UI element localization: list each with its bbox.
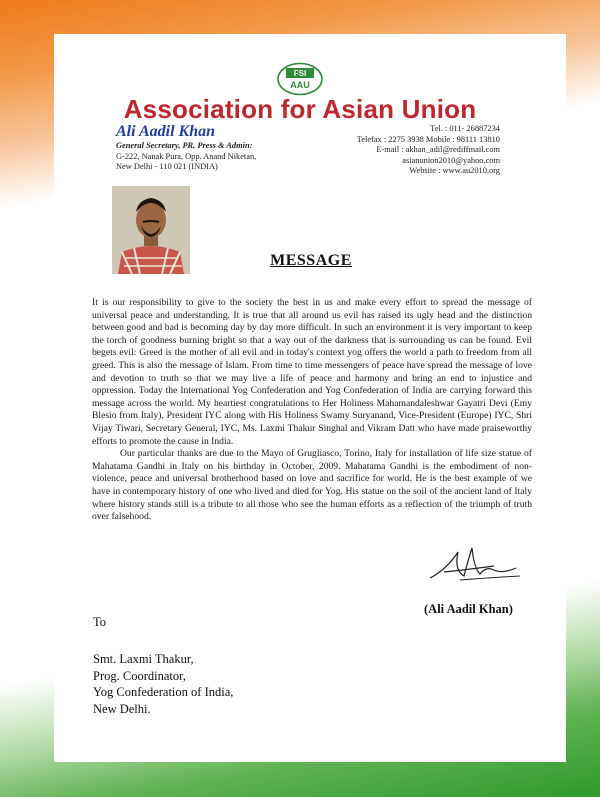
sender-address-line1: G-222, Nanak Pura, Opp. Anand Niketan,: [116, 151, 257, 161]
sender-designation: General Secretary, PR, Press & Admin:: [116, 141, 253, 150]
message-heading: MESSAGE: [270, 252, 352, 269]
handwritten-signature: [424, 540, 524, 588]
recipient-line2: Prog. Coordinator,: [93, 668, 186, 683]
to-label: To: [93, 615, 107, 629]
recipient-line1: Smt. Laxmi Thakur,: [93, 652, 194, 666]
logo-small-text: FSI: [293, 69, 307, 79]
sender-details: [116, 124, 256, 173]
recipient-line4: New Delhi.: [93, 701, 151, 716]
signatory-name: (Ali Aadil Khan): [424, 602, 513, 616]
message-body: [92, 297, 532, 524]
recipient-address: [93, 651, 233, 717]
aau-logo-icon: [276, 62, 324, 96]
telefax-mobile: Telefax : 2275 3938 Mobile : 98111 13810: [356, 134, 500, 144]
sender-address-line2: New Delhi - 110 021 (INDIA): [116, 162, 218, 171]
website: Website : www.au2010.org: [409, 166, 500, 175]
telephone: Tel. : 011- 26887234: [430, 124, 500, 133]
message-paragraph-2: Our particular thanks are due to the Mayo of Grugliasco, Torino, Italy for installation of life size statue of Mahatama Gandhi in Italy on his birthday in October, 2009. Mahatama Gandhi is the embodiment of non-violence, peace and universal brotherhood based on love and sacrifice for world. He is the best example of we have in contemporary history of one who lived and died for Yog. His statue on the soil of the ancient land of Italy where history stands still is a tribute to all those who see the human efforts as a reflection of the triumph of truth over falsehood.: [92, 448, 532, 523]
sender-name: Ali Aadil Khan: [116, 123, 215, 140]
logo-text: AAU: [290, 80, 310, 90]
recipient-line3: Yog Confederation of India,: [93, 685, 234, 699]
message-paragraph-1: It is our responsibility to give to the society the best in us and make every effort to spread the message of universal peace and understanding. It is true that all around us evil has raised its ugly head and the distinction between good and bad is becoming day by day more difficult. In such an environment it is very important to keep the torch of goodness burning bright so that a way out of the darkness that is surrounding us can be found. Evil begets evil: Greed is the mother of all evil and in today's context yog offers the world a path to freedom from all greed. This is also the message of Islam. From time to time messengers of peace have spread the message of love and devotion to truth so that we may live a life of peace and harmony and bring an end to injustice and oppression. Today the International Yog Confederation and Yog Confederation of India are carrying forward this message across the world. My heartiest congratulations to Her Holiness Mahamandaleshwar Gayatri Devi (Emy Blesio from Italy), President IYC along with His Holiness Swamy Suryanand, Vice-President (Europe) IYC, Shri Vijay Tiwari, Secretary General, IYC, Ms. Laxmi Thakur Singhal and Vikram Datt who have made praiseworthy efforts to promote the cause in India.: [92, 297, 532, 447]
organization-name: Association for Asian Union: [123, 94, 477, 124]
email-primary: E-mail : akhan_adil@rediffmail.com: [376, 145, 500, 154]
email-secondary: asianunion2010@yahoo.com: [402, 155, 500, 165]
contact-details: [357, 124, 500, 177]
